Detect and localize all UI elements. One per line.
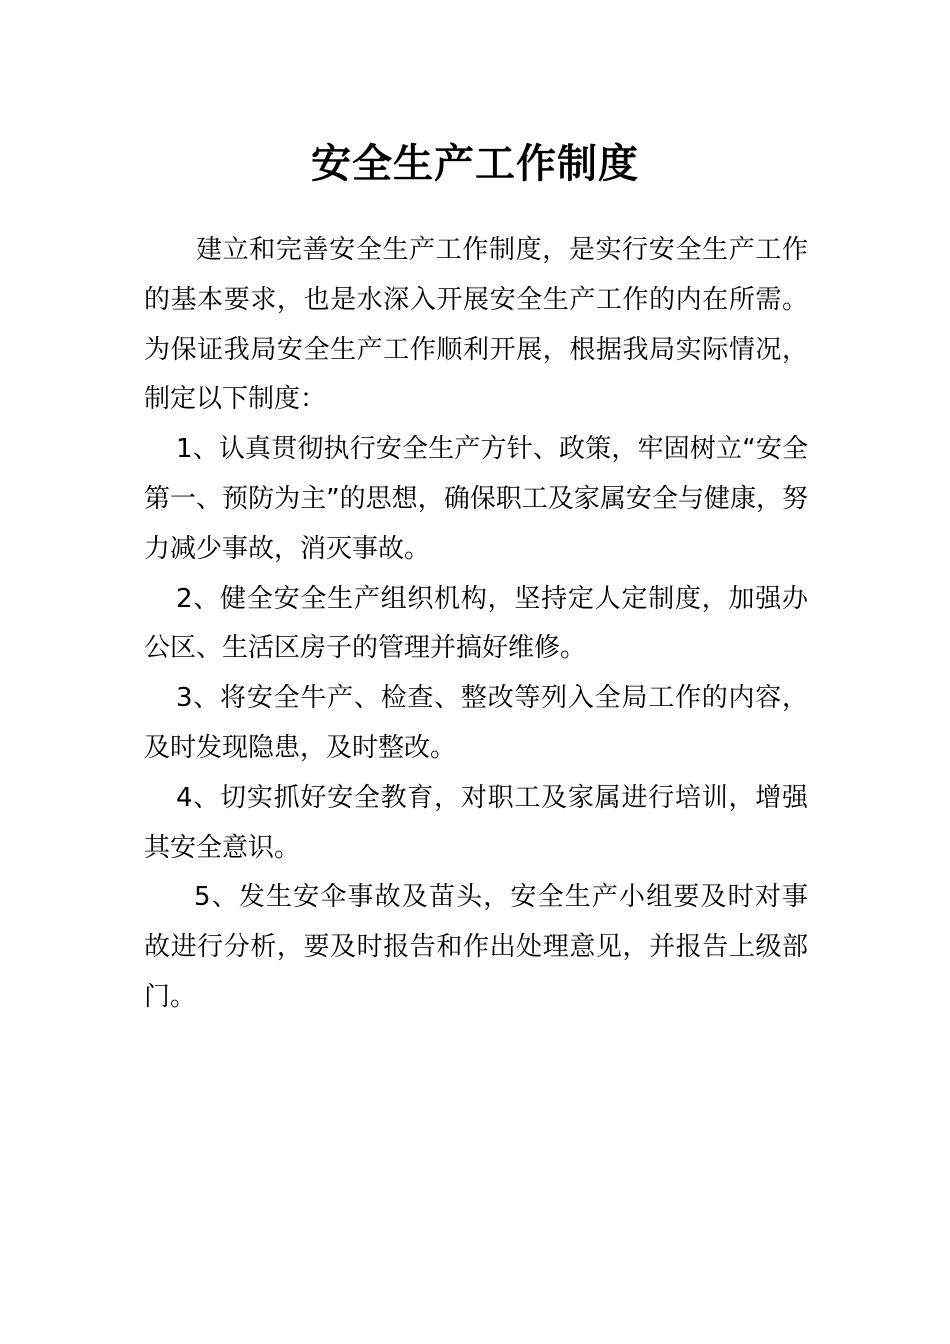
document-body (144, 226, 808, 1023)
document-title: 安全生产工作制度 (311, 141, 639, 187)
rule-item-5: 5、发生安伞事故及苗头，安全生产小组要及时对事故进行分析，要及时报告和作出处理意见，并报告上级部门。 (144, 882, 808, 1012)
rule-item-2: 2、健全安全生产组织机构，坚持定人定制度，加强办公区、生活区房子的管理并搞好维修。 (144, 583, 808, 664)
intro-paragraph: 建立和完善安全生产工作制度，是实行安全生产工作的基本要求，也是水深入开展安全生产工作的内在所需。为保证我局安全生产工作顺利开展，根据我局实际情况，制定以下制度： (144, 235, 808, 415)
rule-item-1: 1、认真贯彻执行安全生产方针、政策，牢固树立“安全第一、预防为主”的思想，确保职工及家属安全与健康，努力减少事故，消灭事故。 (144, 434, 808, 564)
rule-item-4: 4、切实抓好安全教育，对职工及家属进行培训，增强其安全意识。 (144, 782, 808, 863)
rule-item-3: 3、将安全牛产、检查、整改等列入全局工作的内容，及时发现隐患，及时整改。 (144, 683, 808, 763)
